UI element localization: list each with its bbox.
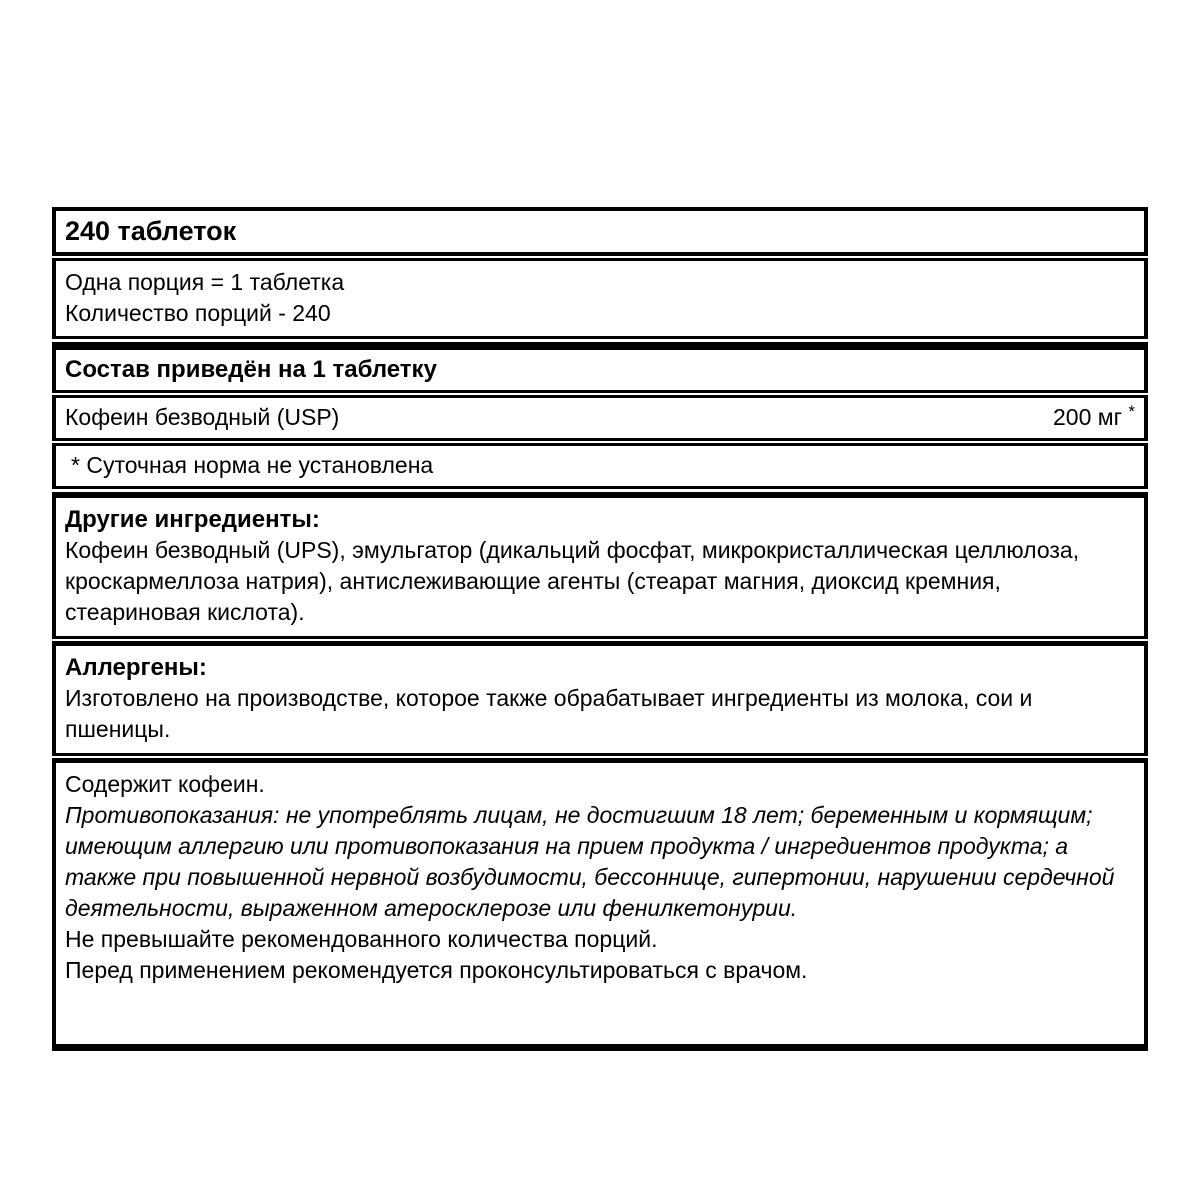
servings-count-line: Количество порций - 240	[65, 300, 331, 326]
warnings-section	[52, 758, 1148, 1051]
other-ingredients-section	[52, 492, 1148, 639]
other-ingredients-body: Кофеин безводный (UPS), эмульгатор (дикальций фосфат, микрокристаллическая целлюлоза, кроскармеллоза натрия), антислеживающие агенты (стеарат магния, диоксид кремния, стеариновая кислота).	[65, 537, 1080, 625]
ingredient-amount-value: 200 мг	[1053, 404, 1129, 430]
ingredient-amount	[1053, 402, 1135, 433]
serving-info-section	[52, 258, 1148, 339]
ingredient-amount-asterisk: *	[1128, 402, 1135, 421]
ingredient-name: Кофеин безводный (USP)	[65, 404, 340, 430]
composition-header: Состав приведён на 1 таблетку	[52, 342, 1148, 393]
label-title: 240 таблеток	[52, 207, 1148, 256]
allergens-section	[52, 641, 1148, 756]
ingredient-row	[52, 395, 1148, 441]
allergens-heading: Аллергены:	[65, 654, 207, 681]
caffeine-note: Содержит кофеин.	[65, 771, 265, 797]
consult-doctor-note: Перед применением рекомендуется проконсультироваться с врачом.	[65, 957, 808, 983]
contraindications-text: Противопоказания: не употреблять лицам, не достигшим 18 лет; беременным и кормящим; имеющим аллергию или противопоказания на прием продукта / ингредиентов продукта; а также при повышенной нервной возбудимости, бессоннице, гипертонии, нарушении сердечной деятельности, выраженном атеросклерозе или фенилкетонурии.	[65, 802, 1115, 921]
allergens-body: Изготовлено на производстве, которое также обрабатывает ингредиенты из молока, сои и пшеницы.	[65, 685, 1033, 742]
servings-limit-note: Не превышайте рекомендованного количества порций.	[65, 926, 658, 952]
serving-size-line: Одна порция = 1 таблетка	[65, 269, 345, 295]
other-ingredients-heading: Другие ингредиенты:	[65, 506, 320, 533]
supplement-facts-label	[52, 207, 1148, 1051]
daily-value-footnote: * Суточная норма не установлена	[52, 443, 1148, 489]
